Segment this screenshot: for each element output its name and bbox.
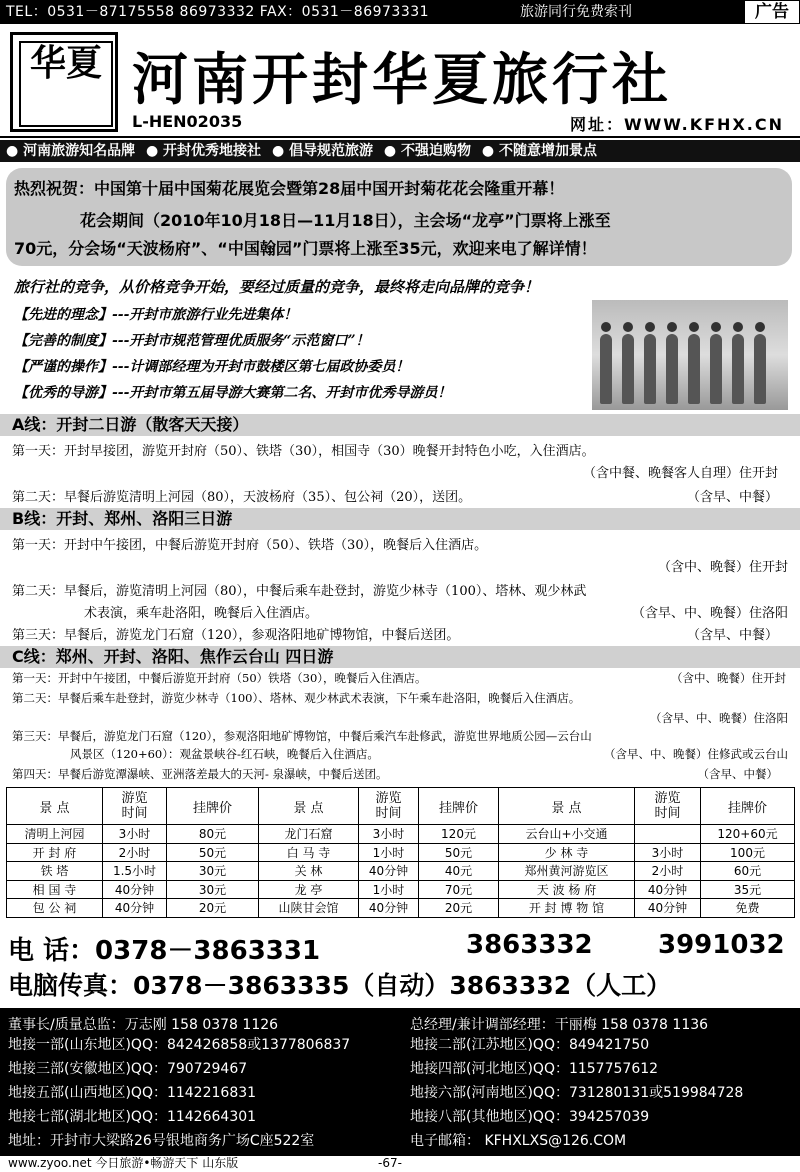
table-cell: 60元 (701, 862, 795, 881)
table-row (7, 880, 795, 899)
honor-item: 【严谨的操作】---计调部经理为开封市鼓楼区第七届政协委员！ (14, 359, 410, 375)
route-a-day1: 第一天：开封早接团，游览开封府（50）、铁塔（30），相国寺（30）晚餐开封特色小吃，入住酒店。 (12, 444, 595, 459)
column-header: 游览 时间 (103, 788, 167, 825)
table-cell: 1小时 (359, 880, 419, 899)
telephone-main[interactable]: 电 话：0378－3863331 (8, 936, 321, 966)
table-cell: 包 公 祠 (7, 899, 103, 918)
table-cell: 关 林 (259, 862, 359, 881)
table-cell (635, 825, 701, 844)
page-footer (0, 1154, 800, 1172)
table-cell: 35元 (701, 880, 795, 899)
column-header: 挂牌价 (167, 788, 259, 825)
route-c-day2-meals: （含早、中、晚餐）住洛阳 (650, 711, 788, 725)
logo-seal-icon (10, 32, 118, 132)
route-c-day3-meals: （含早、中、晚餐）住修武或云台山 (604, 747, 788, 761)
table-cell: 70元 (419, 880, 499, 899)
column-header: 游览 时间 (635, 788, 701, 825)
table-cell: 免费 (701, 899, 795, 918)
ad-label: 广告 (744, 0, 800, 24)
column-header: 挂牌价 (419, 788, 499, 825)
table-cell: 120+60元 (701, 825, 795, 844)
dept-contact: 地接八部(其他地区)QQ：394257039 (410, 1109, 650, 1125)
route-b-day3: 第三天：早餐后，游览龙门石窟（120），参观洛阳地矿博物馆，中餐后送团。 (12, 628, 460, 643)
table-cell: 清明上河园 (7, 825, 103, 844)
motto: 旅行社的竞争，从价格竞争开始，要经过质量的竞争，最终将走向品牌的竞争！ (14, 278, 540, 296)
table-cell: 50元 (419, 843, 499, 862)
route-c-title: C线：郑州、开封、洛阳、焦作云台山 四日游 (0, 646, 800, 668)
contact-numbers: TEL：0531－87175558 86973332 FAX：0531－86973331 (6, 4, 430, 20)
honor-item: 【先进的理念】---开封市旅游行业先进集体！ (14, 307, 298, 323)
table-cell: 龙门石窟 (259, 825, 359, 844)
dept-contact: 地接六部(河南地区)QQ：731280131或519984728 (410, 1085, 744, 1101)
column-header: 景 点 (259, 788, 359, 825)
announcement-line: 70元，分会场“天波杨府”、“中国翰园”门票将上涨至35元，欢迎来电了解详情！ (14, 239, 597, 258)
honor-item: 【优秀的导游】---开封市第五届导游大赛第二名、开封市优秀导游员！ (14, 385, 452, 401)
general-manager: 总经理/兼计调部经理：干丽梅 158 0378 1136 (410, 1017, 709, 1033)
table-cell: 铁 塔 (7, 862, 103, 881)
table-cell: 1.5小时 (103, 862, 167, 881)
route-c-day1: 第一天：开封中午接团，中餐后游览开封府（50）铁塔（30），晚餐后入住酒店。 (12, 671, 427, 685)
telephone-3[interactable]: 3991032 (658, 930, 785, 960)
table-cell: 白 马 寺 (259, 843, 359, 862)
route-b-day2-cont: 术表演，乘车赴洛阳，晚餐后入住酒店。 (84, 606, 319, 621)
table-cell: 40分钟 (103, 880, 167, 899)
license-number: L-HEN02035 (132, 112, 243, 131)
route-c-day3: 第三天：早餐后，游览龙门石窟（120），参观洛阳地矿博物馆，中餐后乘汽车赴修武，游览世界地质公园—云台山 (12, 729, 592, 743)
contact-footer (0, 1008, 800, 1156)
table-cell: 郑州黄河游览区 (499, 862, 635, 881)
telephone-line (8, 930, 320, 967)
route-b-title: B线：开封、郑州、洛阳三日游 (0, 508, 800, 530)
table-cell: 30元 (167, 880, 259, 899)
website[interactable]: 网址：WWW.KFHX.CN (570, 115, 784, 134)
table-cell: 3小时 (359, 825, 419, 844)
table-cell: 山陕甘会馆 (259, 899, 359, 918)
route-c-day2: 第二天：早餐后乘车赴登封，游览少林寺（100）、塔林、观少林武术表演，下午乘车赴洛阳，晚餐后入住酒店。 (12, 691, 581, 705)
table-cell: 40分钟 (359, 899, 419, 918)
header (0, 26, 800, 138)
fax-line: 电脑传真：0378－3863335（自动）3863332（人工） (8, 971, 672, 1000)
route-b-day2: 第二天：早餐后，游览清明上河园（80），中餐后乘车赴登封，游览少林寺（100）、塔林、观少林武 (12, 584, 587, 599)
table-cell: 40分钟 (635, 899, 701, 918)
table-cell: 龙 亭 (259, 880, 359, 899)
divider (0, 136, 800, 138)
staff-figure (754, 334, 766, 404)
route-a-title: A线：开封二日游（散客天天接） (0, 414, 800, 436)
table-cell: 120元 (419, 825, 499, 844)
column-header: 景 点 (499, 788, 635, 825)
dept-contact: 地接三部(安徽地区)QQ：790729467 (8, 1061, 248, 1077)
route-c-day3-cont: 风景区（120+60）：观盆景峡谷-红石峡，晚餐后入住酒店。 (70, 747, 379, 761)
feature-strip (0, 140, 800, 162)
route-b-day1-meals: （含中、晚餐）住开封 (657, 560, 788, 575)
feature-item: ● 不强迫购物 (383, 143, 471, 159)
route-a-day2-meals: （含早、中餐） (686, 490, 778, 505)
dept-contact: 地接一部(山东地区)QQ：842426858或1377806837 (8, 1037, 351, 1053)
table-cell: 40元 (419, 862, 499, 881)
table-cell: 100元 (701, 843, 795, 862)
page-number: -67- (378, 1156, 402, 1170)
route-c-day4-meals: （含早、中餐） (697, 767, 778, 781)
free-catalog-slogan: 旅游同行免费索刊 (520, 4, 632, 20)
route-a-day1-meals: （含中餐、晚餐客人自理）住开封 (582, 466, 778, 481)
logo-seal-text: 华夏 (19, 41, 113, 127)
staff-figure (732, 334, 744, 404)
table-cell: 天 波 杨 府 (499, 880, 635, 899)
announcement-line: 花会期间（2010年10月18日—11月18日），主会场“龙亭”门票将上涨至 (80, 211, 611, 230)
dept-contact: 地接七部(湖北地区)QQ：1142664301 (8, 1109, 257, 1125)
staff-figure (710, 334, 722, 404)
table-cell: 80元 (167, 825, 259, 844)
table-cell: 30元 (167, 862, 259, 881)
company-name: 河南开封华夏旅行社 (132, 48, 672, 113)
route-c-day4: 第四天：早餐后游览潭瀑峡、亚洲落差最大的天河- 泉瀑峡，中餐后送团。 (12, 767, 388, 781)
table-cell: 相 国 寺 (7, 880, 103, 899)
table-row (7, 825, 795, 844)
table-cell: 少 林 寺 (499, 843, 635, 862)
route-b-day1: 第一天：开封中午接团，中餐后游览开封府（50）、铁塔（30），晚餐后入住酒店。 (12, 538, 488, 553)
email[interactable]: 电子邮箱： KFHXLXS@126.COM (410, 1133, 627, 1149)
announcement-banner (6, 168, 792, 266)
table-row (7, 899, 795, 918)
table-cell: 云台山+小交通 (499, 825, 635, 844)
table-cell: 2小时 (103, 843, 167, 862)
announcement-line: 热烈祝贺：中国第十届中国菊花展览会暨第28届中国开封菊花花会隆重开幕！ (14, 179, 565, 198)
table-cell: 40分钟 (103, 899, 167, 918)
table-cell: 3小时 (635, 843, 701, 862)
attraction-price-table (6, 787, 795, 918)
top-contact-bar (0, 0, 800, 24)
dept-contact: 地接五部(山西地区)QQ：1142216831 (8, 1085, 257, 1101)
staff-figure (688, 334, 700, 404)
table-cell: 1小时 (359, 843, 419, 862)
table-cell: 50元 (167, 843, 259, 862)
dept-contact: 地接四部(河北地区)QQ：1157757612 (410, 1061, 659, 1077)
table-cell: 40分钟 (635, 880, 701, 899)
honor-item: 【完善的制度】---开封市规范管理优质服务“示范窗口”！ (14, 333, 370, 349)
table-cell: 开 封 博 物 馆 (499, 899, 635, 918)
route-a-day2: 第二天：早餐后游览清明上河园（80），天波杨府（35）、包公祠（20），送团。 (12, 490, 472, 505)
feature-item: ● 不随意增加景点 (481, 143, 597, 159)
column-header: 游览 时间 (359, 788, 419, 825)
magazine-site: www.zyoo.net 今日旅游•畅游天下 山东版 (8, 1156, 239, 1170)
column-header: 景 点 (7, 788, 103, 825)
staff-photo (592, 300, 788, 410)
table-header-row (7, 788, 795, 825)
table-row (7, 862, 795, 881)
dept-contact: 地接二部(江苏地区)QQ：849421750 (410, 1037, 650, 1053)
table-cell: 20元 (419, 899, 499, 918)
table-cell: 开 封 府 (7, 843, 103, 862)
feature-item: ● 河南旅游知名品牌 (6, 143, 136, 159)
telephone-2[interactable]: 3863332 (466, 930, 593, 960)
feature-item: ● 倡导规范旅游 (271, 143, 374, 159)
chairman: 董事长/质量总监：万志刚 158 0378 1126 (8, 1017, 279, 1033)
staff-figure (622, 334, 634, 404)
route-b-day2-meals: （含早、中、晚餐）住洛阳 (631, 606, 788, 621)
table-row (7, 843, 795, 862)
staff-figure (644, 334, 656, 404)
route-b-day3-meals: （含早、中餐） (686, 628, 778, 643)
table-cell: 2小时 (635, 862, 701, 881)
staff-figure (600, 334, 612, 404)
address: 地址：开封市大梁路26号银地商务广场C座522室 (8, 1133, 315, 1149)
feature-item: ● 开封优秀地接社 (145, 143, 262, 159)
staff-figure (666, 334, 678, 404)
table-cell: 3小时 (103, 825, 167, 844)
table-cell: 20元 (167, 899, 259, 918)
column-header: 挂牌价 (701, 788, 795, 825)
route-c-day1-meals: （含中、晚餐）住开封 (671, 671, 786, 685)
table-cell: 40分钟 (359, 862, 419, 881)
